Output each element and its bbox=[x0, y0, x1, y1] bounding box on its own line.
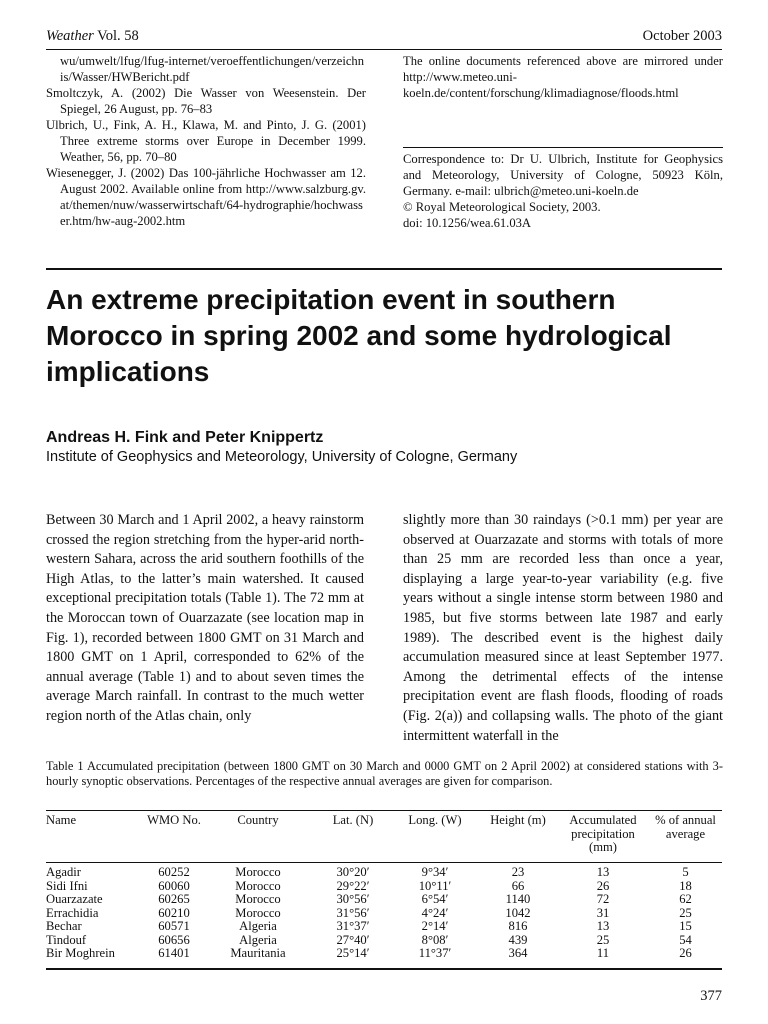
cell-country: Morocco bbox=[235, 865, 281, 879]
col-header-name: Name bbox=[46, 813, 77, 827]
cell-height: 816 bbox=[508, 919, 528, 933]
cell-acc: 13 bbox=[596, 919, 610, 933]
journal-volume: Vol. 58 bbox=[97, 28, 139, 44]
cell-name: Sidi Ifni bbox=[46, 878, 88, 893]
cell-country: Algeria bbox=[239, 919, 277, 933]
cell-name: Errachidia bbox=[46, 905, 99, 920]
cell-wmo: 60252 bbox=[158, 865, 190, 879]
cell-country: Morocco bbox=[235, 905, 281, 920]
reference-item: Wiesenegger, J. (2002) Das 100-jährliche Hochwasser am 12. August 2002. Available online from http://www.salzburg.gv.at/themen/nuw/wasserwirtschaft/64-hydrographie/hochwasser.htm/hw-aug-2002.htm bbox=[46, 166, 366, 228]
cell-height: 1042 bbox=[505, 905, 531, 920]
cell-acc: 13 bbox=[596, 865, 610, 879]
cell-name: Bir Moghrein bbox=[46, 946, 115, 960]
cell-lat: 25°14′ bbox=[336, 946, 370, 960]
cell-wmo: 60210 bbox=[158, 905, 190, 920]
online-documents-note: The online documents referenced above are mirrored under http://www.meteo.uni-koeln.de/content/forschung/klimadiagnose/floods.html bbox=[403, 54, 723, 100]
cell-wmo: 60571 bbox=[158, 919, 190, 933]
cell-lat: 30°20′ bbox=[336, 865, 370, 879]
cell-height: 364 bbox=[508, 946, 528, 960]
cell-wmo: 61401 bbox=[158, 946, 190, 960]
col-header-percent: % of annual average bbox=[655, 813, 716, 841]
cell-height: 439 bbox=[508, 932, 528, 947]
correspondence-rule bbox=[403, 147, 723, 148]
cell-country: Mauritania bbox=[230, 946, 286, 960]
cell-acc: 31 bbox=[596, 905, 610, 920]
cell-long: 6°54′ bbox=[421, 892, 449, 906]
cell-long: 10°11′ bbox=[418, 878, 452, 893]
correspondence-text: Correspondence to: Dr U. Ulbrich, Institute for Geophysics and Meteorology, University of Cologne, 50923 Köln, Germany. e-mail: ulbrich@meteo.uni-koeln.de bbox=[403, 152, 723, 198]
cell-lat: 27°40′ bbox=[336, 932, 370, 947]
table-row bbox=[46, 947, 723, 961]
cell-country: Morocco bbox=[235, 878, 281, 893]
correspondence-block bbox=[403, 151, 723, 231]
copyright-line: © Royal Meteorological Society, 2003. bbox=[403, 200, 601, 214]
cell-pct: 25 bbox=[679, 905, 692, 920]
reference-list bbox=[46, 53, 366, 229]
cell-pct: 5 bbox=[682, 865, 689, 879]
cell-lat: 31°56′ bbox=[336, 905, 370, 920]
body-paragraph: slightly more than 30 raindays (>0.1 mm) per year are observed at Ouarzazate and storms with totals of more than 25 mm are recorded less than once a year, displaying a large year-to-year variability (e.g. five years without a single intense storm between 1980 and 1985, but five storms between late 1987 and early 1989). The described event is the highest daily accumulation measured since at least September 1977. Among the detrimental effects of the intense precipitation event are flash floods, flooding of roads (Fig. 2(a)) and collapsing walls. The photo of the giant intermittent waterfall in the bbox=[403, 512, 723, 744]
cell-acc: 25 bbox=[596, 932, 610, 947]
cell-long: 11°37′ bbox=[418, 946, 452, 960]
table-caption: Table 1 Accumulated precipitation (between 1800 GMT on 30 March and 0000 GMT on 2 April 2002) at considered stations with 3-hourly synoptic observations. Percentages of the respective annual averages are given for comparison. bbox=[46, 759, 723, 788]
cell-pct: 54 bbox=[679, 932, 692, 947]
cell-name: Bechar bbox=[46, 919, 82, 933]
cell-long: 9°34′ bbox=[421, 865, 449, 879]
cell-acc: 26 bbox=[596, 878, 610, 893]
cell-lat: 30°56′ bbox=[336, 892, 370, 906]
col-header-wmo: WMO No. bbox=[147, 813, 201, 827]
cell-wmo: 60060 bbox=[158, 878, 190, 893]
page-number: 377 bbox=[700, 988, 722, 1004]
col-header-accumulated: Accumulated precipitation (mm) bbox=[569, 813, 637, 854]
table-header bbox=[46, 814, 723, 855]
cell-lat: 29°22′ bbox=[336, 878, 370, 893]
body-column-right bbox=[403, 511, 723, 746]
table-row bbox=[46, 920, 723, 934]
table-row bbox=[46, 934, 723, 948]
cell-name: Ouarzazate bbox=[46, 892, 103, 906]
cell-height: 1140 bbox=[505, 892, 531, 906]
table-row bbox=[46, 907, 723, 921]
body-column-left bbox=[46, 511, 364, 727]
cell-name: Tindouf bbox=[46, 932, 87, 947]
table-row bbox=[46, 893, 723, 907]
col-header-lat: Lat. (N) bbox=[332, 813, 374, 827]
cell-height: 23 bbox=[511, 865, 525, 879]
reference-item: wu/umwelt/lfug/lfug-internet/veroeffentlichungen/verzeichnis/Wasser/HWBericht.pdf bbox=[60, 54, 365, 84]
cell-country: Algeria bbox=[239, 932, 277, 947]
running-header bbox=[46, 28, 139, 45]
cell-height: 66 bbox=[511, 878, 525, 893]
cell-long: 4°24′ bbox=[421, 905, 449, 920]
table-top-rule bbox=[46, 810, 722, 811]
cell-wmo: 60656 bbox=[158, 932, 190, 947]
author-affiliation: Institute of Geophysics and Meteorology, University of Cologne, Germany bbox=[46, 449, 518, 465]
cell-long: 2°14′ bbox=[421, 919, 449, 933]
cell-lat: 31°37′ bbox=[336, 919, 370, 933]
table-header-rule bbox=[46, 862, 722, 863]
article-authors: Andreas H. Fink and Peter Knippertz bbox=[46, 429, 324, 446]
cell-name: Agadir bbox=[46, 865, 81, 879]
col-header-height: Height (m) bbox=[490, 813, 546, 827]
table-row bbox=[46, 880, 723, 894]
reference-item: Ulbrich, U., Fink, A. H., Klawa, M. and Pinto, J. G. (2001) Three extreme storms over Europe in December 1999. Weather, 56, pp. 70–80 bbox=[46, 118, 366, 164]
body-paragraph: Between 30 March and 1 April 2002, a heavy rainstorm crossed the region stretching from the hyper-arid north-western Sahara, across the arid southern foothills of the High Atlas, to the latter’s main watershed. It caused exceptional precipitation totals (Table 1). The 72 mm at the Moroccan town of Ouarzazate (see location map in Fig. 1), recorded between 1800 GMT on 31 March and 1800 GMT on 1 April, corresponded to 62% of the annual average (Table 1) and to about seven times the average March rainfall. In contrast to the much wetter region north of the Atlas chain, only bbox=[46, 512, 364, 724]
doi-line: doi: 10.1256/wea.61.03A bbox=[403, 216, 532, 230]
cell-pct: 15 bbox=[679, 919, 692, 933]
journal-name: Weather bbox=[46, 28, 94, 44]
cell-country: Morocco bbox=[235, 892, 281, 906]
header-rule bbox=[46, 49, 722, 50]
issue-date: October 2003 bbox=[642, 28, 722, 44]
col-header-long: Long. (W) bbox=[408, 813, 462, 827]
col-header-country: Country bbox=[237, 813, 279, 827]
cell-acc: 11 bbox=[596, 946, 610, 960]
cell-pct: 26 bbox=[679, 946, 692, 960]
section-divider bbox=[46, 268, 722, 270]
station-table bbox=[46, 866, 723, 961]
cell-long: 8°08′ bbox=[421, 932, 449, 947]
table-bottom-rule bbox=[46, 968, 722, 970]
table-row bbox=[46, 866, 723, 880]
article-title: An extreme precipitation event in southern Morocco in spring 2002 and some hydrological implications bbox=[46, 284, 672, 387]
cell-pct: 62 bbox=[679, 892, 692, 906]
cell-wmo: 60265 bbox=[158, 892, 190, 906]
cell-acc: 72 bbox=[596, 892, 610, 906]
reference-item: Smoltczyk, A. (2002) Die Wasser von Weesenstein. Der Spiegel, 26 August, pp. 76–83 bbox=[46, 86, 366, 116]
cell-pct: 18 bbox=[679, 878, 692, 893]
